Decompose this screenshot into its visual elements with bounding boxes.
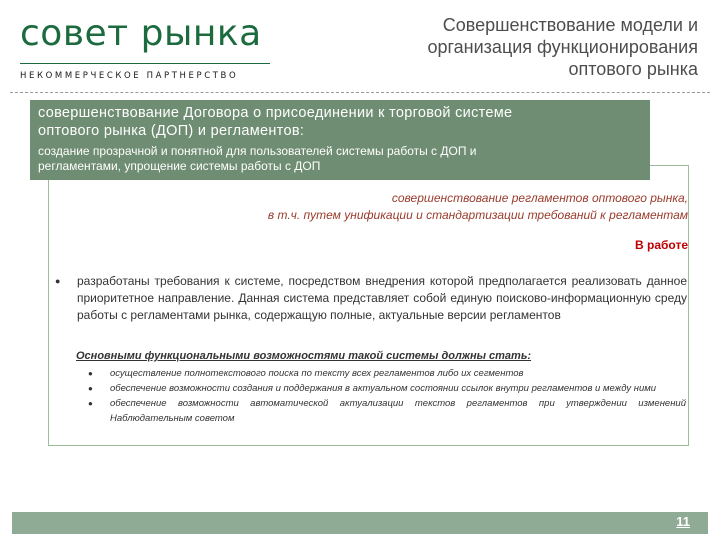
footer-bar bbox=[12, 512, 708, 534]
list-item bbox=[88, 366, 686, 381]
main-item-text: разработаны требования к системе, посредством внедрения которой предполагается реализовать данное приоритетное направление. Данная система представляет собой единую поисково-информационную среду работы с регламентами рынка, содержащую полные, актуальные версии регламентов bbox=[77, 274, 687, 322]
topic-box bbox=[30, 100, 650, 180]
function-item-text: обеспечение возможности автоматической актуализации текстов регламентов при утверждении изменений Наблюдательным советом bbox=[110, 398, 686, 424]
goal-text bbox=[140, 190, 688, 224]
bullet-icon: ● bbox=[88, 399, 93, 408]
functions-list bbox=[88, 366, 686, 426]
topic-heading-line-2: оптового рынка (ДОП) и регламентов: bbox=[38, 123, 305, 139]
function-item-text: осуществление полнотекстового поиска по тексту всех регламентов либо их сегментов bbox=[110, 368, 524, 379]
logo bbox=[20, 14, 280, 81]
topic-heading-line-1: совершенствование Договора о присоединении к торговой системе bbox=[38, 105, 513, 121]
logo-main-text: совет рынка bbox=[20, 13, 262, 54]
status-label: В работе bbox=[635, 238, 688, 252]
goal-line-2: в т.ч. путем унификации и стандартизации требований к регламентам bbox=[267, 208, 688, 222]
page-number: 11 bbox=[676, 514, 690, 529]
logo-subtitle: НЕКОММЕРЧЕСКОЕ ПАРТНЕРСТВО bbox=[20, 71, 239, 81]
topic-heading bbox=[38, 104, 642, 140]
function-item-text: обеспечение возможности создания и поддержания в актуальном состоянии ссылок внутри регламентов и между ними bbox=[110, 383, 657, 394]
logo-divider bbox=[20, 63, 270, 64]
slide-title bbox=[338, 14, 698, 80]
goal-line-1: совершенствование регламентов оптового рынка, bbox=[391, 191, 688, 205]
bullet-icon: ● bbox=[55, 276, 61, 286]
title-line-1: Совершенствование модели и bbox=[442, 15, 698, 35]
functions-heading: Основными функциональными возможностями такой системы должны стать: bbox=[76, 350, 532, 362]
title-line-2: организация функционирования bbox=[427, 37, 698, 57]
list-item bbox=[88, 396, 686, 426]
topic-subtitle bbox=[38, 144, 642, 174]
topic-sub-line-2: регламентами, упрощение системы работы с ДОП bbox=[38, 159, 321, 173]
topic-sub-line-1: создание прозрачной и понятной для пользователей системы работы с ДОП и bbox=[38, 144, 477, 158]
list-item bbox=[88, 381, 686, 396]
main-list-item bbox=[55, 273, 687, 324]
bullet-icon: ● bbox=[88, 384, 93, 393]
title-line-3: оптового рынка bbox=[568, 59, 698, 79]
header-divider bbox=[10, 92, 710, 93]
bullet-icon: ● bbox=[88, 369, 93, 378]
